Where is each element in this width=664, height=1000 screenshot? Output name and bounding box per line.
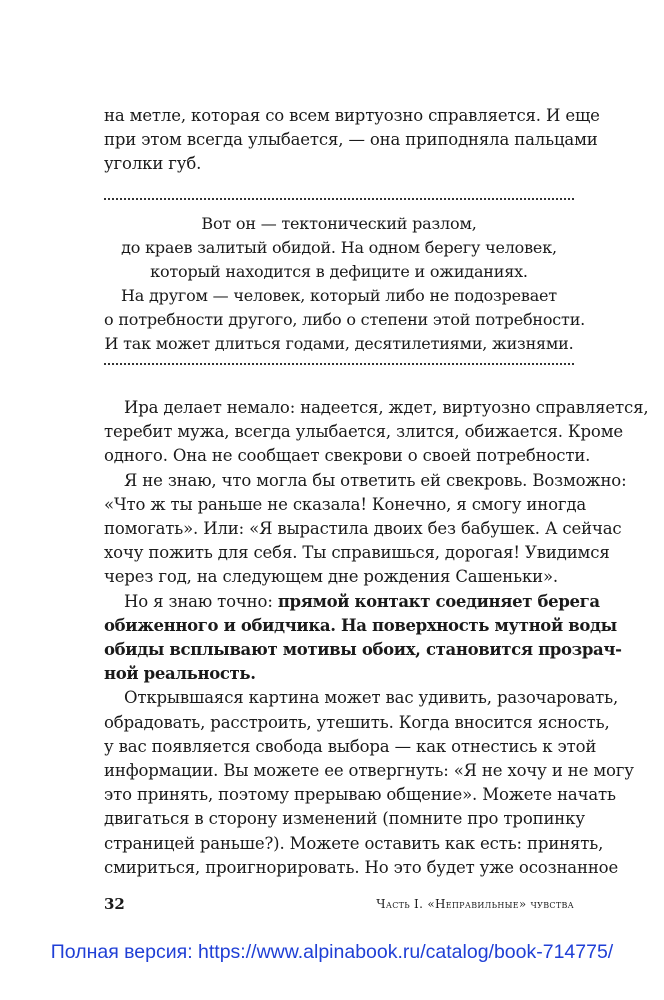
paragraph-3: [104, 590, 622, 687]
text-line: Открывшаяся картина может вас удивить, разочаровать,: [124, 688, 619, 708]
emphasis-text: прямой контакт соединяет берега: [277, 591, 600, 611]
full-version-link[interactable]: Полная версия: https://www.alpinabook.ru/catalog/book-714775/: [50, 941, 614, 963]
body-text: [104, 396, 649, 880]
page-number: 32: [104, 895, 125, 913]
emphasis-line: обиды всплывают мотивы обоих, становится прозрач-: [104, 640, 622, 660]
text-line: Я не знаю, что могла бы ответить ей свекровь. Возможно:: [124, 470, 627, 490]
quote-line: до краев залитый обидой. На одном берегу человек,: [121, 238, 557, 257]
text-line: обрадовать, расстроить, утешить. Когда вносится ясность,: [104, 712, 610, 732]
text-line: информации. Вы можете ее отвергнуть: «Я не хочу и не могу: [104, 761, 634, 781]
text-line: теребит мужа, всегда улыбается, злится, обижается. Кроме: [104, 422, 624, 442]
top-paragraph: [104, 104, 600, 177]
text-line: Ира делает немало: надеется, ждет, виртуозно справляется,: [124, 398, 649, 417]
text-line: помогать». Или: «Я вырастила двоих без бабушек. А сейчас: [104, 519, 622, 539]
quote-line: На другом — человек, который либо не подозревает: [121, 286, 557, 305]
quote-bottom-divider: [104, 363, 574, 365]
text-line: «Что ж ты раньше не сказала! Конечно, я смогу иногда: [104, 494, 587, 514]
text-line: страницей раньше?). Можете оставить как есть: принять,: [104, 833, 604, 853]
paragraph-4: [104, 686, 634, 880]
quote-line: о потребности другого, либо о степени этой потребности.: [104, 310, 586, 329]
text-line: это принять, поэтому прерываю общение». Можете начать: [104, 785, 616, 805]
text-line: на метле, которая со всем виртуозно справляется. И еще: [104, 106, 600, 125]
text-line: при этом всегда улыбается, — она приподняла пальцами: [104, 130, 598, 150]
text-line: [104, 590, 600, 614]
paragraph-2: [104, 469, 627, 590]
quote-line: Вот он — тектонический разлом,: [201, 214, 477, 233]
lead-text: Но я знаю точно:: [124, 591, 278, 611]
text-line: двигаться в сторону изменений (помните про тропинку: [104, 809, 585, 829]
emphasis-line: обиженного и обидчика. На поверхность мутной воды: [104, 615, 617, 635]
text-line: у вас появляется свобода выбора — как отнестись к этой: [104, 736, 597, 756]
quote-top-divider: [104, 198, 574, 200]
text-line: смириться, проигнорировать. Но это будет уже осознанное: [104, 857, 619, 877]
text-line: одного. Она не сообщает свекрови о своей потребности.: [104, 446, 591, 466]
text-line: уголки губ.: [104, 154, 202, 174]
quote-line: который находится в дефиците и ожиданиях.: [150, 262, 528, 281]
quote-line: И так может длиться годами, десятилетиями, жизнями.: [104, 334, 574, 353]
running-head: Часть I. «Неправильные» чувства: [376, 897, 574, 911]
page-footer: [104, 895, 574, 915]
text-line: хочу пожить для себя. Ты справишься, дорогая! Увидимся: [104, 543, 610, 563]
emphasis-line: ной реальность.: [104, 664, 256, 684]
quote-block: [104, 212, 586, 356]
paragraph-1: [104, 396, 649, 469]
text-line: через год, на следующем дне рождения Сашеньки».: [104, 567, 559, 587]
